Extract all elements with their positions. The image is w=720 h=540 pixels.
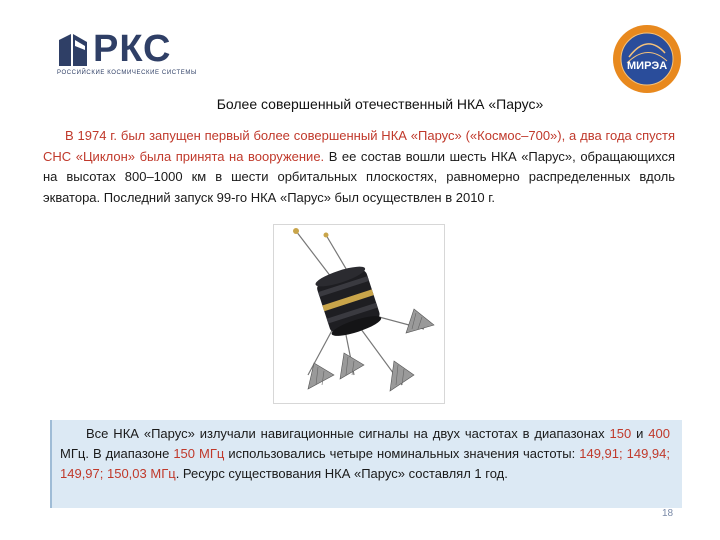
freq-150-mhz: 150 МГц bbox=[173, 446, 225, 461]
info-text-2: и bbox=[631, 426, 649, 441]
intro-paragraph bbox=[43, 126, 675, 208]
freq-150: 150 bbox=[609, 426, 632, 441]
mirea-logo-text: МИРЭА bbox=[627, 60, 668, 72]
rks-brand-text: РКС bbox=[93, 28, 172, 70]
info-text-3: МГц. В диапазоне bbox=[60, 446, 174, 461]
mirea-logo bbox=[611, 23, 683, 95]
page-title: Более совершенный отечественный НКА «Парус» bbox=[216, 96, 544, 112]
freq-400: 400 bbox=[648, 426, 670, 441]
freq-values: 149,91; 149,94; 149,97; 150,03 МГц bbox=[60, 446, 671, 481]
info-text-1: Все НКА «Парус» излучали навигационные сигналы на двух частотах в диапазонах bbox=[86, 426, 610, 441]
intro-highlight: В 1974 г. был запущен первый более совершенный НКА «Парус» («Космос–700»), а два года спустя СНС «Циклон» была принята на вооружение. bbox=[43, 128, 675, 164]
rks-subtitle: РОССИЙСКИЕ КОСМИЧЕСКИЕ СИСТЕМЫ bbox=[57, 70, 197, 76]
info-box bbox=[50, 420, 682, 508]
rks-emblem-icon bbox=[57, 34, 93, 68]
info-text-4: использовались четыре номинальных значения частоты: bbox=[224, 446, 580, 461]
satellite-image bbox=[273, 224, 445, 404]
info-text-5: . Ресурс существования НКА «Парус» составлял 1 год. bbox=[175, 466, 508, 481]
mirea-emblem-icon bbox=[611, 23, 683, 95]
rks-logo bbox=[57, 28, 197, 78]
intro-rest: В ее состав вошли шесть НКА «Парус», обращающихся на высотах 800–1000 км в шести орбитальных плоскостях, равномерно распределенных вдоль экватора. Последний запуск 99-го НКА «Парус» был осуществлен в 2010 г. bbox=[43, 148, 675, 205]
satellite-illustration bbox=[274, 225, 444, 403]
page-number: 18 bbox=[662, 508, 674, 519]
info-box-text bbox=[60, 424, 670, 484]
